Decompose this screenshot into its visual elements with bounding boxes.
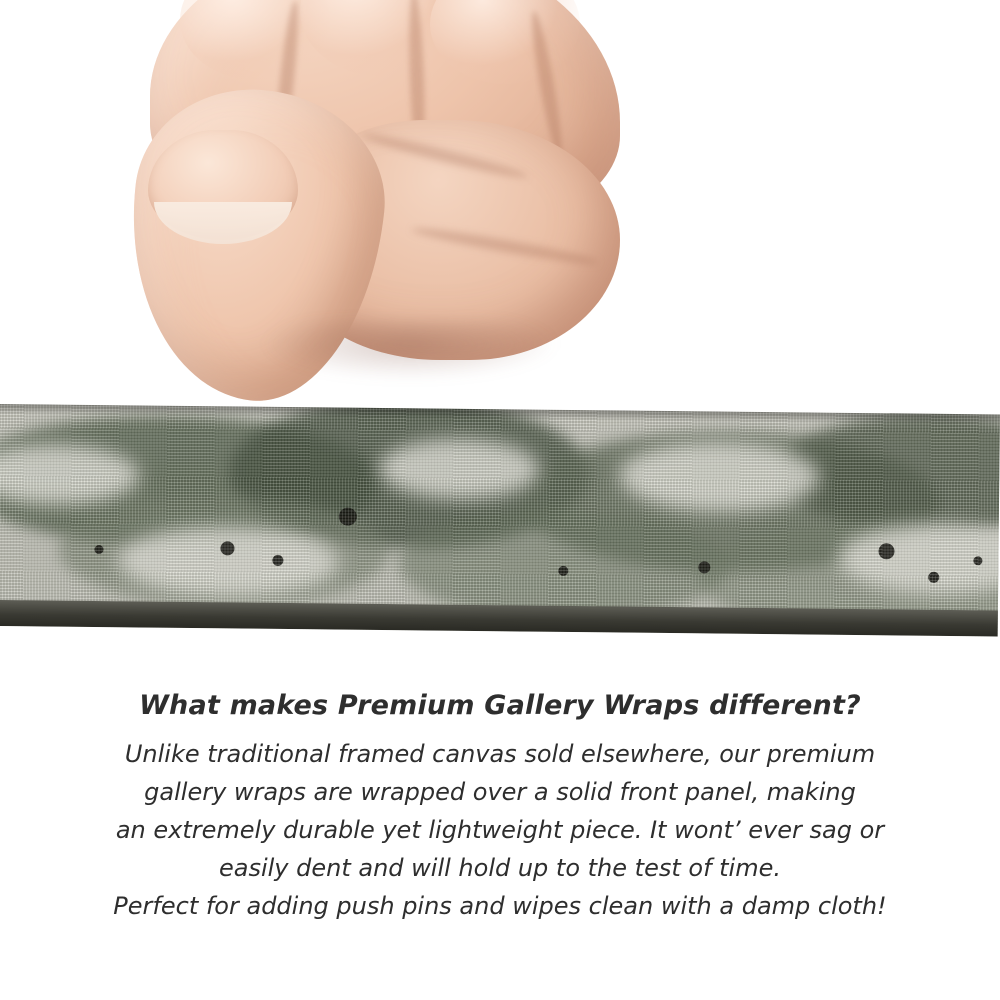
caption-line: gallery wraps are wrapped over a solid front panel, making [144, 778, 856, 806]
caption-line: Unlike traditional framed canvas sold elsewhere, our premium [124, 740, 876, 768]
caption-headline: What makes Premium Gallery Wraps different? [139, 690, 861, 721]
hand-illustration [110, 0, 630, 440]
caption-line: an extremely durable yet lightweight piece. It wont’ ever sag or [115, 816, 885, 844]
canvas-edge-strip [0, 404, 1000, 636]
caption-line: Perfect for adding push pins and wipes clean with a damp cloth! [113, 892, 887, 920]
caption-block [0, 690, 1000, 925]
caption-line: easily dent and will hold up to the test of time. [218, 854, 781, 882]
contact-shadow [260, 320, 560, 380]
